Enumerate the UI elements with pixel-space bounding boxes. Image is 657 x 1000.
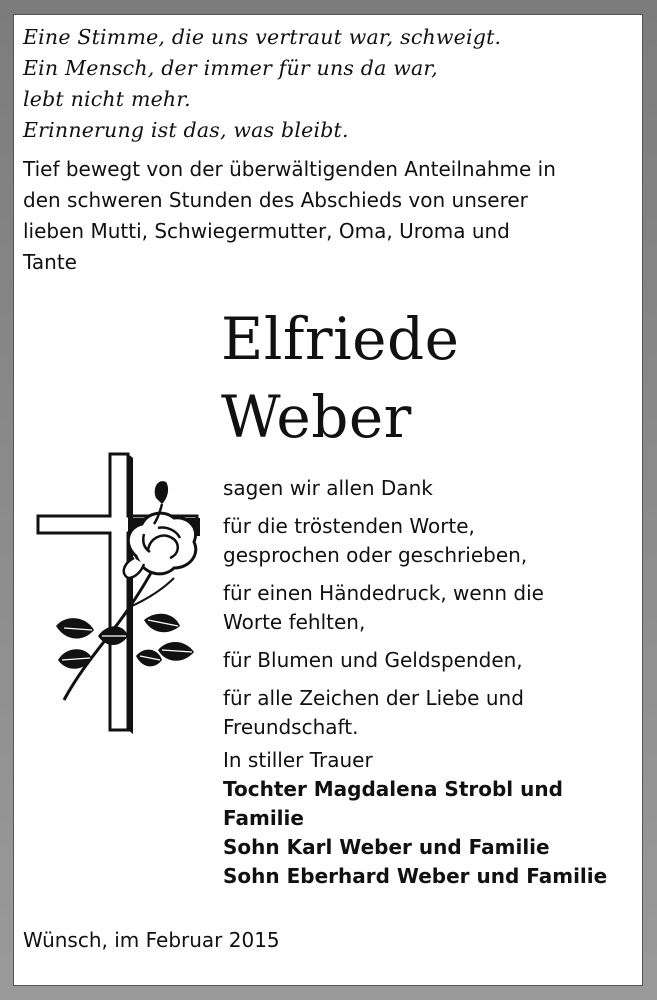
thanks-item <box>223 512 623 570</box>
thanks-line: für Blumen und Geldspenden, <box>223 648 523 672</box>
thanks-line: gesprochen oder geschrieben, <box>223 543 528 567</box>
poem <box>23 22 623 146</box>
thanks-lead: sagen wir allen Dank <box>223 476 433 500</box>
poem-line: lebt nicht mehr. <box>23 87 191 111</box>
thanks-item <box>223 579 623 637</box>
deceased-name <box>221 300 621 456</box>
mourner-name: Familie <box>223 806 304 830</box>
mourners-lead: In stiller Trauer <box>223 748 373 772</box>
thanks-item <box>223 646 623 675</box>
first-name: Elfriede <box>221 305 460 373</box>
last-name: Weber <box>221 383 412 451</box>
intro-line: den schweren Stunden des Abschieds von unserer <box>23 188 528 212</box>
cross-with-rose-icon <box>24 438 204 738</box>
intro-text <box>23 154 623 278</box>
poem-line: Eine Stimme, die uns vertraut war, schweigt. <box>23 25 502 49</box>
poem-line: Erinnerung ist das, was bleibt. <box>23 118 349 142</box>
thanks-line: für einen Händedruck, wenn die <box>223 581 544 605</box>
thanks-section <box>223 474 623 891</box>
mourner-name: Sohn Eberhard Weber und Familie <box>223 864 608 888</box>
poem-line: Ein Mensch, der immer für uns da war, <box>23 56 438 80</box>
thanks-line: für die tröstenden Worte, <box>223 514 475 538</box>
thanks-line: für alle Zeichen der Liebe und <box>223 686 524 710</box>
intro-line: Tief bewegt von der überwältigenden Anteilnahme in <box>23 157 556 181</box>
place-date: Wünsch, im Februar 2015 <box>23 928 280 952</box>
mourner-name: Tochter Magdalena Strobl und <box>223 777 563 801</box>
thanks-line: Freundschaft. <box>223 715 359 739</box>
intro-line: lieben Mutti, Schwiegermutter, Oma, Uroma und <box>23 219 510 243</box>
mourner-name: Sohn Karl Weber und Familie <box>223 835 550 859</box>
intro-line: Tante <box>23 250 77 274</box>
thanks-item <box>223 684 623 742</box>
thanks-line: Worte fehlten, <box>223 610 366 634</box>
